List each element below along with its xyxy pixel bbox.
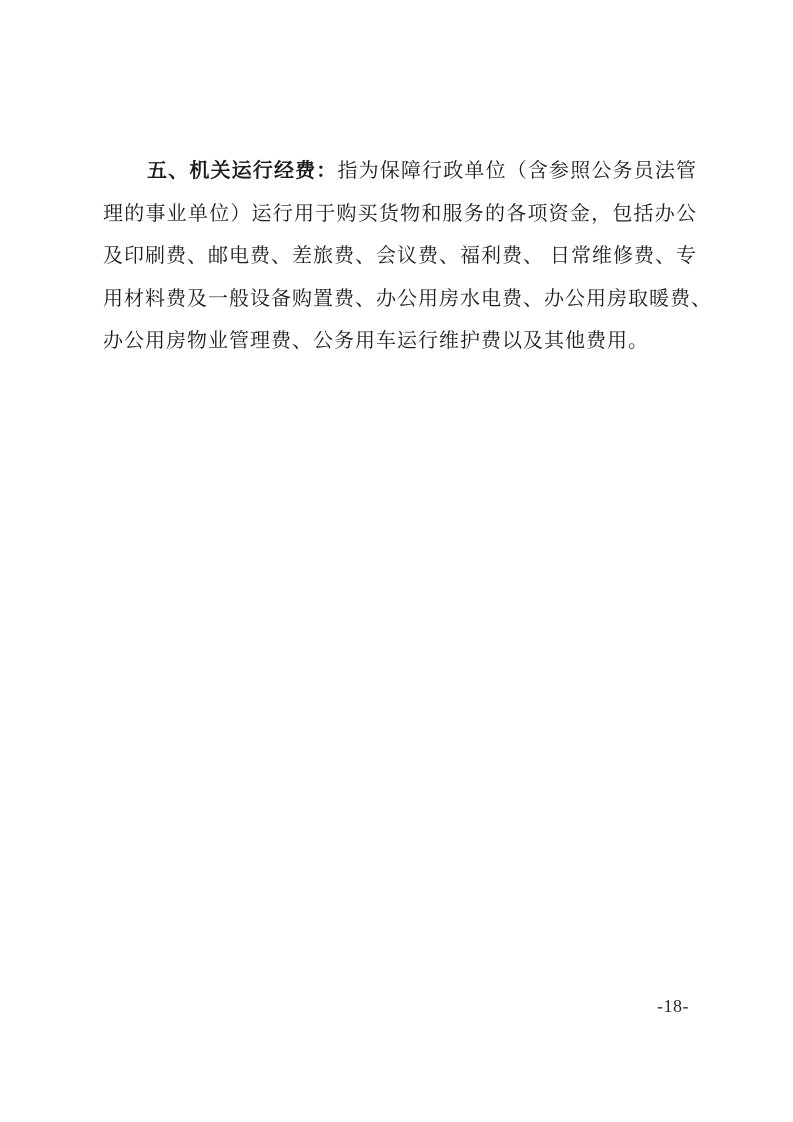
paragraph-line-1-text: 指为保障行政单位（含参照公务员法管 bbox=[337, 160, 698, 182]
paragraph-line-3: 及印刷费、邮电费、差旅费、会议费、福利费、 日常维修费、专 bbox=[103, 245, 697, 267]
paragraph-line-4: 用材料费及一般设备购置费、办公用房水电费、办公用房取暖费、 bbox=[103, 287, 712, 310]
paragraph-bold-heading: 五、机关运行经费： bbox=[147, 160, 338, 182]
page-number: -18- bbox=[657, 996, 689, 1016]
paragraph-line-5: 办公用房物业管理费、公务用车运行维护费以及其他费用。 bbox=[103, 330, 649, 352]
paragraph-section-five bbox=[103, 150, 712, 363]
paragraph-line-1 bbox=[103, 150, 697, 193]
paragraph-line-2: 理的事业单位）运行用于购买货物和服务的各项资金，包括办公 bbox=[103, 202, 697, 225]
